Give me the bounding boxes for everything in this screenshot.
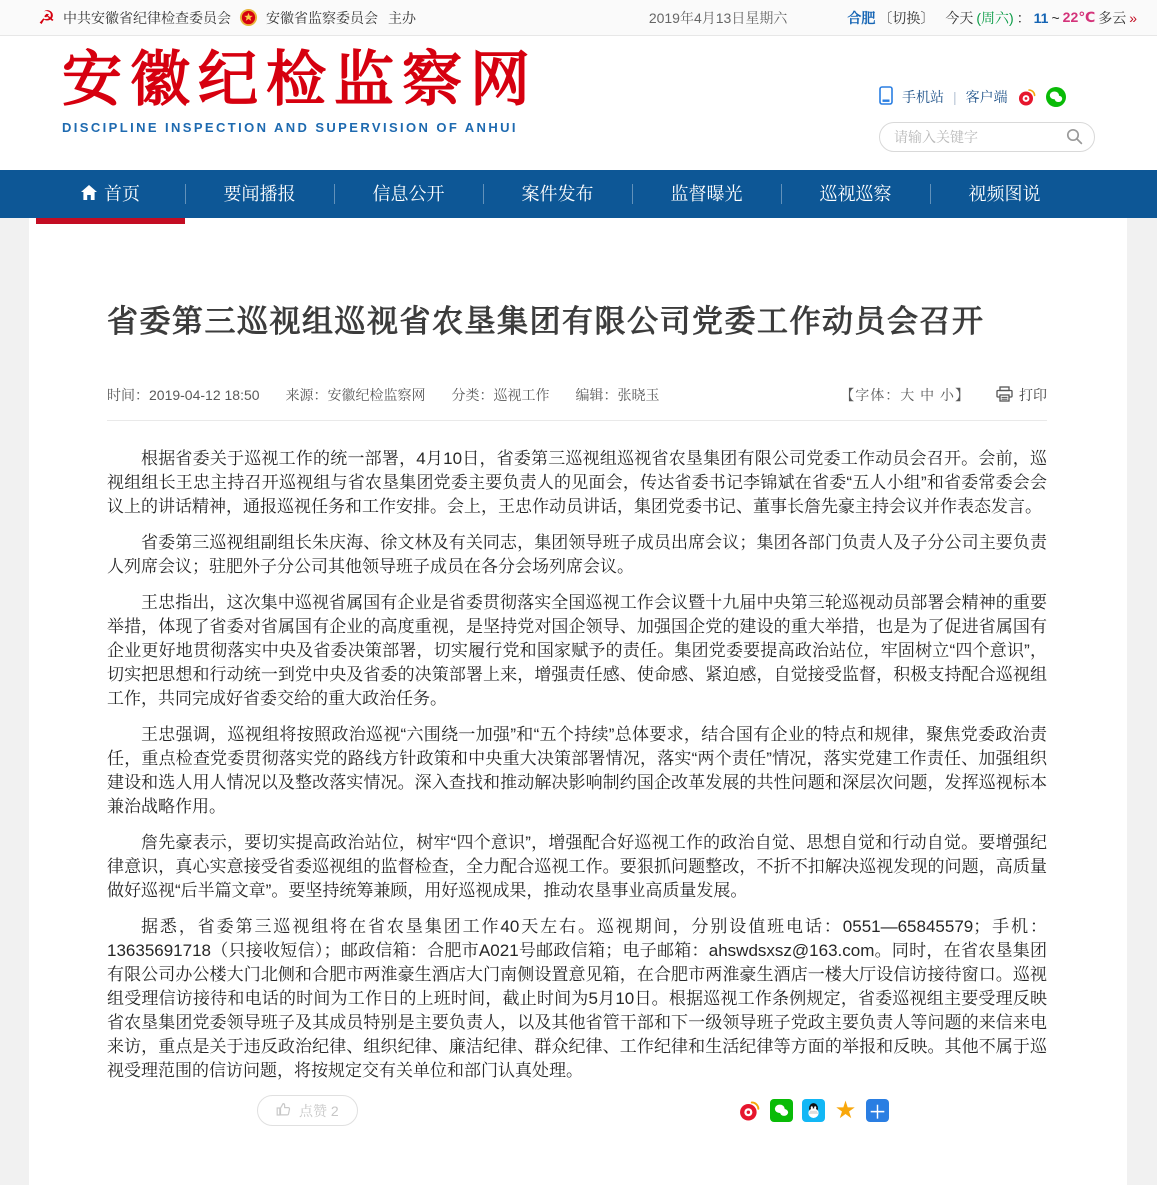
nav-item-supervision-exposure[interactable] bbox=[632, 170, 781, 218]
content-card bbox=[29, 218, 1127, 1185]
host-label: 主办 bbox=[388, 9, 417, 26]
meta-source: 来源：安徽纪检监察网 bbox=[285, 387, 426, 403]
share-more-icon[interactable] bbox=[866, 1099, 889, 1122]
article-body bbox=[107, 447, 1047, 1083]
article-paragraph-3: 王忠指出，这次集中巡视省属国有企业是省委贯彻落实全国巡视工作会议暨十九届中央第三轮巡视动员部署会精神的重要举措，体现了省委对省属国有企业的高度重视，是坚持党对国企领导、加强国企党的建设的重大举措，也是为了促进省属国有企业更好地贯彻落实中央及省委决策部署，切实履行党和国家赋予的责任。集团党委要提高政治站位，牢固树立“四个意识”，切实把思想和行动统一到党中央及省委的决策部署上来，增强责任感、使命感、紧迫感，自觉接受监督，积极支持配合巡视组工作，共同完成好省委交给的重大政治任务。 bbox=[107, 593, 1047, 708]
wechat-icon[interactable] bbox=[1046, 87, 1066, 107]
share-weibo-icon[interactable] bbox=[738, 1099, 761, 1122]
temp-high: 22℃ bbox=[1062, 9, 1096, 25]
nav-item-video-pictures[interactable] bbox=[930, 170, 1079, 218]
font-size-controls[interactable]: 【字体：大 中 小】 bbox=[840, 387, 970, 403]
temp-tilde: ~ bbox=[1051, 9, 1060, 26]
switch-city-link[interactable]: 〔切换〕 bbox=[878, 9, 935, 26]
search-icon[interactable] bbox=[1066, 128, 1083, 150]
share-qq-icon[interactable] bbox=[802, 1099, 825, 1122]
article-paragraph-2: 省委第三巡视组副组长朱庆海、徐文林及有关同志，集团领导班子成员出席会议；集团各部门负责人及子分公司主要负责人列席会议；驻肥外子分公司其他领导班子成员在各分会场列席会议。 bbox=[107, 533, 1047, 576]
qzone-star-glyph: ★ bbox=[834, 1097, 857, 1124]
mobile-site-link[interactable]: 手机站 bbox=[902, 89, 944, 105]
meta-category: 分类：巡视工作 bbox=[451, 387, 550, 403]
org-name-discipline-committee: 中共安徽省纪律检查委员会 bbox=[63, 9, 232, 26]
temp-low: 11 bbox=[1033, 9, 1049, 26]
article-meta bbox=[107, 385, 1047, 421]
article bbox=[29, 218, 1127, 1083]
article-title: 省委第三巡视组巡视省农垦集团有限公司党委工作动员会召开 bbox=[107, 304, 985, 339]
current-date: 2019年4月13日星期六 bbox=[648, 9, 788, 26]
site-logo[interactable] bbox=[62, 44, 538, 135]
weibo-icon[interactable] bbox=[1017, 87, 1037, 107]
weather-more-icon[interactable]: » bbox=[1129, 9, 1137, 26]
nav-label: 视频图说 bbox=[968, 184, 1041, 204]
city-link[interactable]: 合肥 bbox=[847, 9, 876, 26]
meta-time: 时间：2019-04-12 18:50 bbox=[107, 387, 260, 403]
nav-item-home[interactable] bbox=[36, 170, 185, 218]
mobile-phone-icon bbox=[879, 86, 893, 108]
party-emblem-icon: ☭ bbox=[38, 6, 56, 29]
client-app-link[interactable]: 客户端 bbox=[965, 89, 1008, 105]
article-paragraph-1: 根据省委关于巡视工作的统一部署，4月10日，省委第三巡视组巡视省农垦集团有限公司党委工作动员会召开。会前，巡视组组长王忠主持召开巡视组与省农垦集团党委主要负责人的见面会，传达省委书记李锦斌在省委“五人小组”和省委常委会会议上的讲话精神，通报巡视任务和工作安排。会上，王忠作动员讲话，集团党委书记、董事长詹先豪主持会议并作表态发言。 bbox=[107, 449, 1047, 516]
nav-item-info-disclosure[interactable] bbox=[334, 170, 483, 218]
topbar bbox=[0, 0, 1157, 36]
share-bar bbox=[738, 1099, 889, 1122]
article-footer bbox=[107, 1095, 1047, 1146]
nav-label: 巡视巡察 bbox=[819, 184, 892, 204]
nav-item-inspection[interactable] bbox=[781, 170, 930, 218]
like-button[interactable] bbox=[257, 1095, 358, 1126]
search-box bbox=[879, 122, 1095, 152]
weather-colon: ： bbox=[1016, 9, 1031, 26]
search-input[interactable] bbox=[879, 122, 1095, 152]
nav-label: 案件发布 bbox=[521, 184, 594, 204]
org-name-supervisory-committee: 安徽省监察委员会 bbox=[266, 9, 379, 26]
article-paragraph-6: 据悉，省委第三巡视组将在省农垦集团工作40天左右。巡视期间，分别设值班电话：0551—65845579；手机：13635691718（只接收短信）；邮政信箱：合肥市A021号邮政信箱；电子邮箱：ahswdsxsz@163.com。同时，在省农垦集团有限公司办公楼大门北侧和合肥市两淮豪生酒店大门南侧设置意见箱，在合肥市两淮豪生酒店一楼大厅设信访接待窗口。巡视组受理信访接待和电话的时间为工作日的上班时间，截止时间为5月10日。根据巡视工作条例规定，省委巡视组主要受理反映省农垦集团党委领导班子及其成员特别是主要负责人，以及其他省管干部和下一级领导班子党政主要负责人等问题的来信来电来访，重点是关于违反政治纪律、组织纪律、廉洁纪律、群众纪律、工作纪律和生活纪律等方面的举报和反映。其他不属于巡视受理范围的信访问题，将按规定交有关单位和部门认真处理。 bbox=[107, 917, 1047, 1080]
weather-weekday: (周六) bbox=[976, 9, 1014, 26]
print-button[interactable] bbox=[996, 385, 1047, 405]
thumb-up-icon bbox=[276, 1101, 292, 1120]
nav-item-news[interactable] bbox=[185, 170, 334, 218]
article-paragraph-4: 王忠强调，巡视组将按照政治巡视“六围绕一加强”和“五个持续”总体要求，结合国有企业的特点和规律，聚焦党委政治责任，重点检查党委贯彻落实党的路线方针政策和中央重大决策部署情况，落实“两个责任”情况，落实党建工作责任、加强组织建设和选人用人情况以及整改落实情况。深入查找和推动解决影响制约国企改革发展的共性问题和深层次问题，发挥巡视标本兼治战略作用。 bbox=[107, 725, 1047, 816]
site-subtitle: DISCIPLINE INSPECTION AND SUPERVISION OF ANHUI bbox=[62, 120, 518, 135]
meta-editor: 编辑：张晓玉 bbox=[575, 387, 660, 403]
site-title: 安徽纪检监察网 bbox=[62, 47, 538, 113]
printer-icon bbox=[996, 386, 1013, 405]
main-nav bbox=[0, 170, 1157, 218]
nav-label: 首页 bbox=[104, 184, 140, 204]
print-label: 打印 bbox=[1019, 387, 1047, 403]
site-header bbox=[0, 36, 1157, 170]
plus-glyph: ＋ bbox=[869, 1103, 886, 1122]
weather-today-label: 今天 bbox=[945, 9, 974, 26]
share-qzone-icon[interactable] bbox=[834, 1099, 857, 1122]
like-label: 点赞 2 bbox=[299, 1102, 339, 1119]
nav-label: 监督曝光 bbox=[670, 184, 743, 204]
home-icon bbox=[81, 170, 97, 218]
weather-bar bbox=[847, 8, 1137, 28]
nav-label: 信息公开 bbox=[372, 184, 445, 204]
national-emblem-icon bbox=[239, 8, 258, 27]
nav-label: 要闻播报 bbox=[223, 184, 296, 204]
nav-item-case-release[interactable] bbox=[483, 170, 632, 218]
share-wechat-icon[interactable] bbox=[770, 1099, 793, 1122]
article-paragraph-5: 詹先豪表示，要切实提高政治站位，树牢“四个意识”，增强配合好巡视工作的政治自觉、思想自觉和行动自觉。要增强纪律意识，真心实意接受省委巡视组的监督检查，全力配合巡视工作。要狠抓问题整改，不折不扣解决巡视发现的问题，高质量做好巡视“后半篇文章”。要坚持统筹兼顾，用好巡视成果，推动农垦事业高质量发展。 bbox=[107, 833, 1047, 900]
header-divider: | bbox=[953, 89, 957, 105]
header-tools bbox=[879, 86, 1095, 152]
weather-condition: 多云 bbox=[1098, 9, 1127, 26]
